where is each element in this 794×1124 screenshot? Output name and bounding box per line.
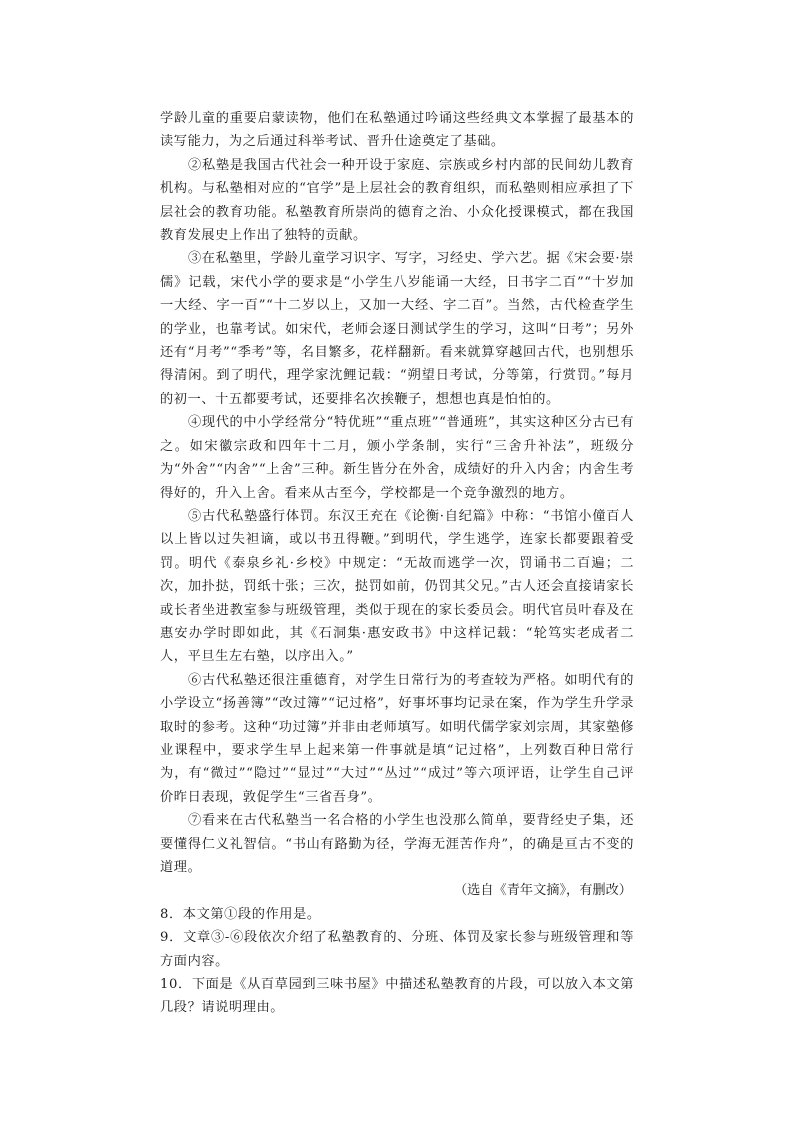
article-paragraph-3: ③在私塾里，学龄儿童学习识字、写字，习经史、学六艺。据《宋会要·崇儒》记载，宋代小学的要求是“小学生八岁能诵一大经，日书字二百”“十岁加一大经、字一百”“十二岁以上，又加一大经、字二百”。当然，古代检查学生的学业，也靠考试。如宋代，老师会逐日测试学生的学习，这叫“日考”；另外还有“月考”“季考”等，名目繁多，花样翻新。看来就算穿越回古代，也别想乐得清闲。到了明代，理学家沈鲤记载：“朔望日考试，分等第，行赏罚。”每月的初一、十五都要考试，还要排名次挨鞭子，想想也真是怕怕的。 (160, 251, 634, 407)
article-paragraph-1: 学龄儿童的重要启蒙读物，他们在私塾通过吟诵这些经典文本掌握了最基本的读写能力，为之后通过科举考试、晋升仕途奠定了基础。 (160, 111, 634, 150)
question-9 (160, 926, 634, 973)
document-page (160, 107, 634, 1020)
article-paragraph-2: ②私塾是我国古代社会一种开设于家庭、宗族或乡村内部的民间幼儿教育机构。与私塾相对应的“官学”是上层社会的教育组织，而私塾则相应承担了下层社会的教育功能。私塾教育所崇尚的德育之治、小众化授课模式，都在我国教育发展史上作出了独特的贡献。 (160, 157, 634, 244)
question-text: 本文第①段的作用是。 (182, 906, 321, 922)
article-paragraph-6: ⑥古代私塾还很注重德育，对学生日常行为的考查较为严格。如明代有的小学设立“扬善簿”“改过簿”“记过格”，好事坏事均记录在案，作为学生升学录取时的参考。这种“功过簿”并非由老师填写。如明代儒学家刘宗周，其家塾修业课程中，要求学生早上起来第一件事就是填“记过格”，上列数百种日常行为，有“微过”“隐过”“显过”“大过”“丛过”“成过”等六项评语，让学生自己评价昨日表现，敦促学生“三省吾身”。 (160, 672, 634, 805)
article-paragraph-4: ④现代的中小学经常分“特优班”“重点班”“普通班”，其实这种区分古已有之。如宋徽宗政和四年十二月，颁小学条制，实行“三舍升补法”，班级分为“外舍”“内舍”“上舍”三种。新生皆分在外舍，成绩好的升入内舍；内舍生考得好的，升入上舍。看来从古至今，学校都是一个竞争激烈的地方。 (160, 415, 634, 501)
question-10 (160, 973, 634, 1020)
article-source: （选自《青年文摘》，有删改） (453, 883, 632, 899)
question-number: 8． (160, 906, 183, 922)
article-body (160, 107, 634, 879)
question-text: 下面是《从百草园到三味书屋》中描述私塾教育的片段，可以放入本文第几段？请说明理由。 (160, 977, 634, 1016)
question-list (160, 903, 634, 1020)
article-paragraph-7: ⑦看来在古代私塾当一名合格的小学生也没那么简单，要背经史子集，还要懂得仁义礼智信。“书山有路勤为径，学海无涯苦作舟”，的确是亘古不变的道理。 (160, 813, 634, 875)
question-text: 文章③-⑥段依次介绍了私塾教育的、分班、体罚及家长参与班级管理和等方面内容。 (160, 930, 634, 969)
article-paragraph-5: ⑤古代私塾盛行体罚。东汉王充在《论衡·自纪篇》中称：“书馆小僮百人以上皆以过失袒谪，或以书丑得鞭。”到明代，学生逃学，连家长都要跟着受罚。明代《泰泉乡礼·乡校》中规定：“无故而逃学一次，罚诵书二百遍；二次，加扑挞，罚纸十张；三次，挞罚如前，仍罚其父兄。”古人还会直接请家长或长者坐进教室参与班级管理，类似于现在的家长委员会。明代官员叶春及在惠安办学时即如此，其《石洞集·惠安政书》中这样记载：“轮笃实老成者二人，平旦生左右塾，以序出入。” (160, 508, 634, 665)
question-number: 10． (160, 977, 192, 993)
question-8 (160, 903, 634, 926)
question-number: 9． (160, 930, 184, 946)
